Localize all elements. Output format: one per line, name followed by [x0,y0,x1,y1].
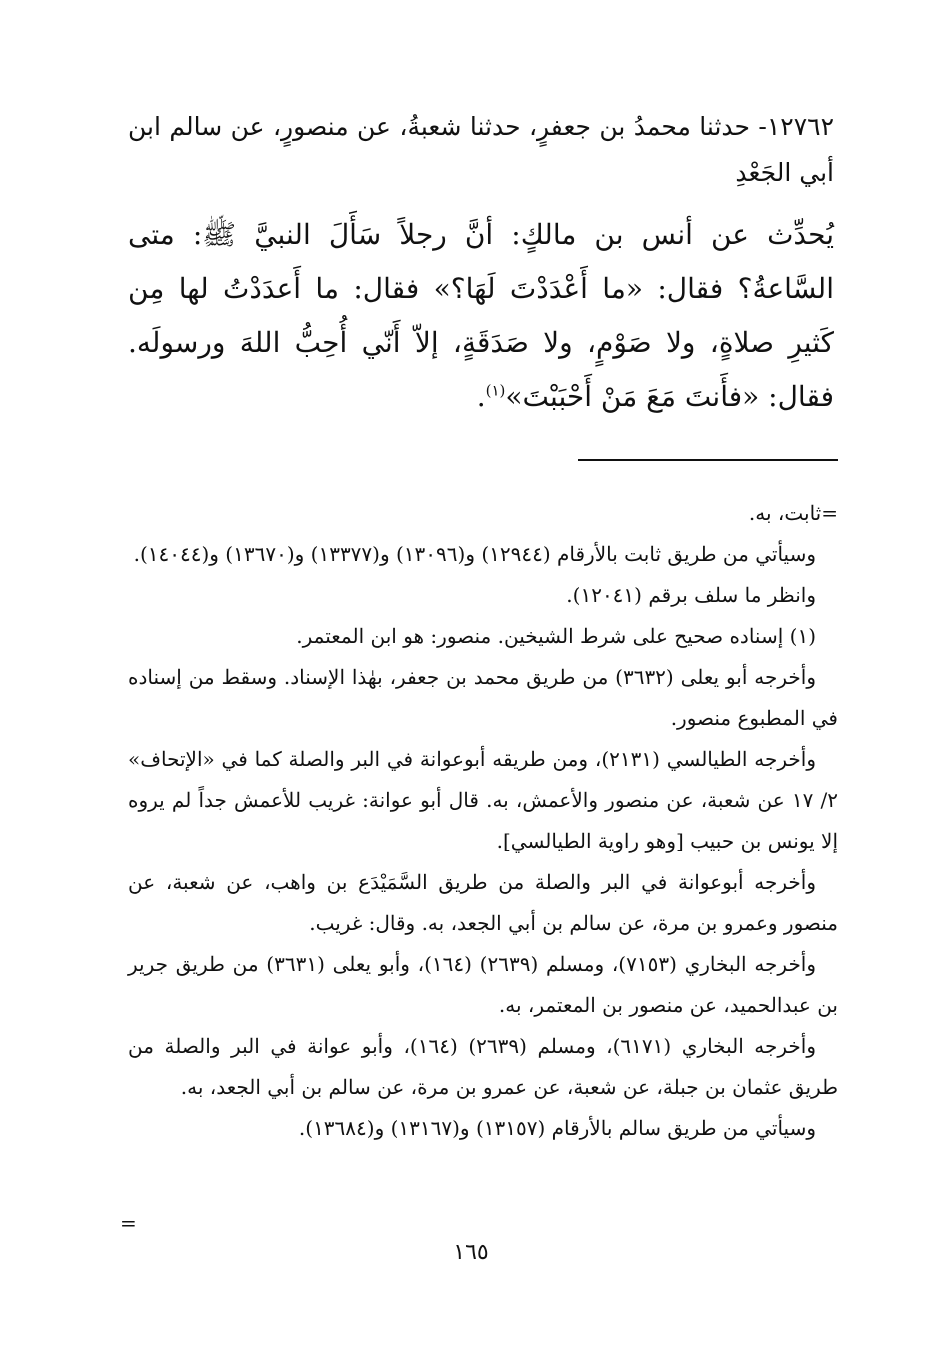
page-number: ١٦٥ [453,1240,489,1265]
footnote-paragraph: وانظر ما سلف برقم (١٢٠٤١). [566,583,816,607]
hadith-isnad [128,104,834,196]
footnote-divider [578,459,838,461]
footnote-reference: (١) [485,381,506,400]
hadith-isnad-text: ١٢٧٦٢- حدثنا محمدُ بن جعفرٍ، حدثنا شعبةُ، عن منصورٍ، عن سالم ابن أبي الجَعْدِ [128,112,834,187]
footnote-paragraph: وأخرجه أبو يعلى (٣٦٣٢) من طريق محمد بن جعفر، بهٰذا الإسناد. وسقط من إسناده في المطبوع منصور. [128,665,838,730]
footnote-paragraph: وأخرجه البخاري (٧١٥٣)، ومسلم (٢٦٣٩) (١٦٤)، وأبو يعلى (٣٦٣١) من طريق جرير بن عبدالحميد، عن منصور بن المعتمر، به. [128,952,838,1017]
footnote-paragraph: وأخرجه البخاري (٦١٧١)، ومسلم (٢٦٣٩) (١٦٤)، وأبو عوانة في البر والصلة من طريق عثمان بن جبلة، عن شعبة، عن عمرو بن مرة، عن سالم بن أبي الجعد، به. [128,1034,838,1099]
footnote-paragraph: وسيأتي من طريق سالم بالأرقام (١٣١٥٧) و(١٣١٦٧) و(١٣٦٨٤). [298,1116,816,1140]
footnotes [128,493,838,1149]
footnote-paragraph: وأخرجه أبوعوانة في البر والصلة من طريق السَّمَيْدَع بن واهب، عن شعبة، عن منصور وعمرو بن مرة، عن سالم بن أبي الجعد، به. وقال: غريب. [128,870,838,935]
footnote-paragraph: وسيأتي من طريق ثابت بالأرقام (١٢٩٤٤) و(١٣٠٩٦) و(١٣٣٧٧) و(١٣٦٧٠) و(١٤٠٤٤). [133,542,816,566]
footnote-paragraph: =ثابت، به. [748,501,838,525]
footnote-paragraph: وأخرجه الطيالسي (٢١٣١)، ومن طريقه أبوعوانة في البر والصلة كما في «الإتحاف» ٢/ ١٧ عن شعبة، عن منصور والأعمش، به. قال أبو عوانة: غريب للأعمش جداً لم يروه إلا يونس بن حبيب [وهو راوية الطيالسي]. [128,747,838,853]
continuation-mark: = [120,1211,137,1235]
hadith-matn-text: يُحدِّث عن أنس بن مالكٍ: أنَّ رجلاً سَأَلَ النبيَّ ﷺ: متى السَّاعةُ؟ فقال: «ما أَعْدَدْتَ لَهَا؟» فقال: ما أَعدَدْتُ لها مِن كَثيرِ صلاةٍ، ولا صَوْمٍ، ولا صَدَقَةٍ، إلاّ أَنّي أُحِبُّ اللهَ ورسولَه. فقال: «فأَنتَ مَعَ مَنْ أَحْبَبْتَ» [128,218,834,413]
hadith-matn: يُحدِّث عن أنس بن مالكٍ: أنَّ رجلاً سَأَلَ النبيَّ ﷺ: متى السَّاعةُ؟ فقال: «ما أَعْدَدْتَ لَهَا؟» فقال: ما أَعدَدْتُ لها مِن كَثيرِ صلاةٍ، ولا صَوْمٍ، ولا صَدَقَةٍ، إلاّ أَنّي أُحِبُّ اللهَ ورسولَه. فقال: «فأَنتَ مَعَ مَنْ أَحْبَبْتَ»$^{(١)}$. [128,218,834,413]
footnote-paragraph: (١) إسناده صحيح على شرط الشيخين. منصور: هو ابن المعتمر. [296,624,816,648]
